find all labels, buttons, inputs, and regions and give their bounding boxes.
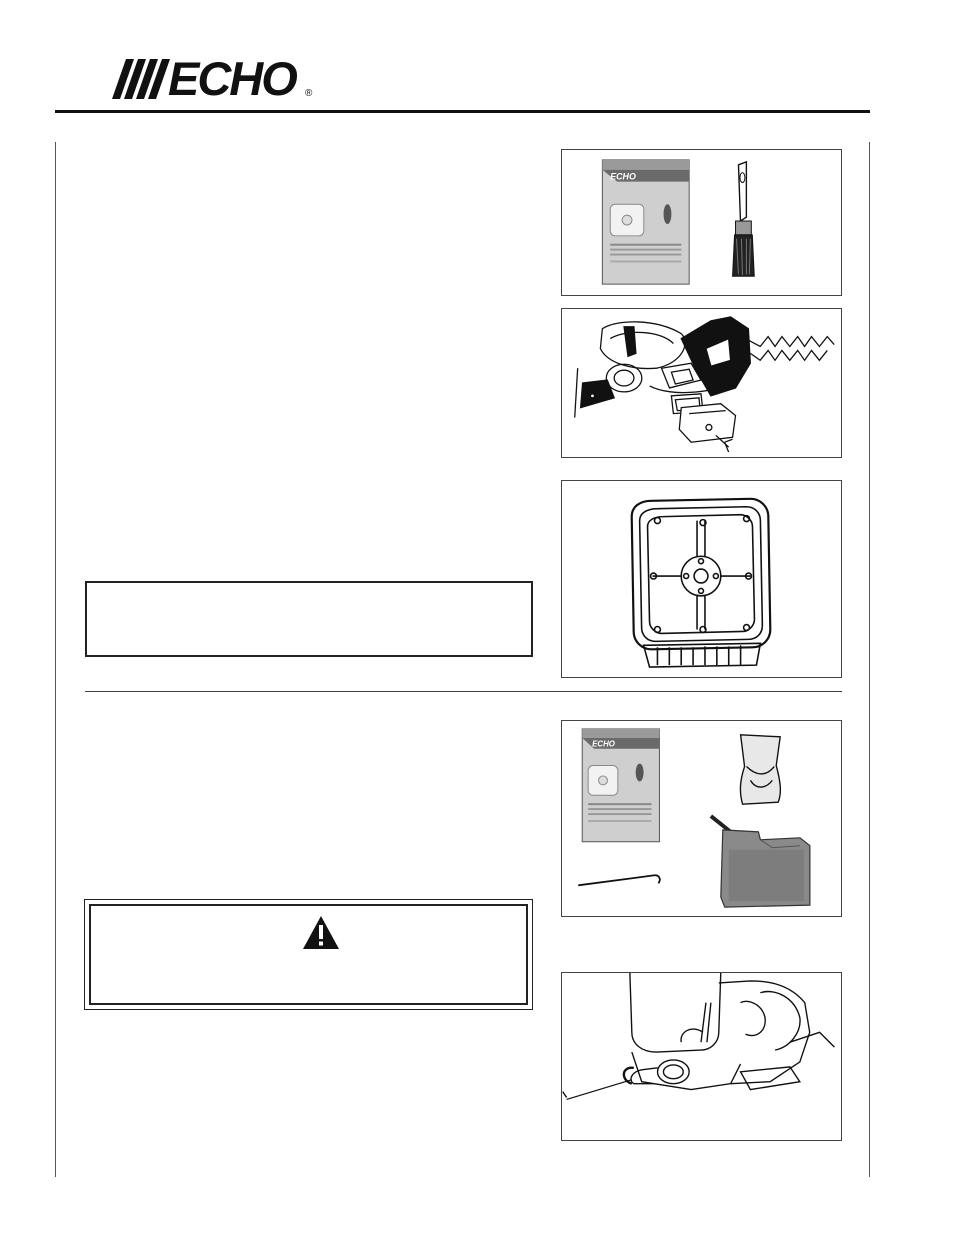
fuel-filter-removal-figure: [561, 972, 842, 1141]
left-margin-line: [55, 142, 56, 1177]
header-rule: [55, 110, 870, 113]
brush-image: [733, 162, 755, 276]
registered-mark: ®: [305, 88, 313, 99]
wire-hook-image: [578, 875, 660, 885]
svg-text:ECHO: ECHO: [592, 739, 615, 749]
echo-logo-text: ECHO: [168, 52, 296, 105]
fuel-can-image: [711, 816, 810, 907]
exploded-air-filter-figure: [561, 308, 842, 458]
section-divider: [85, 691, 842, 692]
warning-triangle-icon: [301, 914, 341, 952]
warning-box-inner: [89, 904, 528, 1005]
manual-bag-hook-fuel-can-figure: [561, 720, 842, 917]
echo-logo: [112, 52, 322, 105]
plastic-bag-image: [740, 735, 780, 804]
right-margin-line: [869, 142, 870, 1177]
svg-text:ECHO: ECHO: [610, 171, 636, 182]
warning-box: [84, 899, 533, 1010]
note-box: [85, 581, 533, 657]
manual-and-brush-figure: [561, 149, 842, 296]
air-filter-element-figure: [561, 480, 842, 678]
